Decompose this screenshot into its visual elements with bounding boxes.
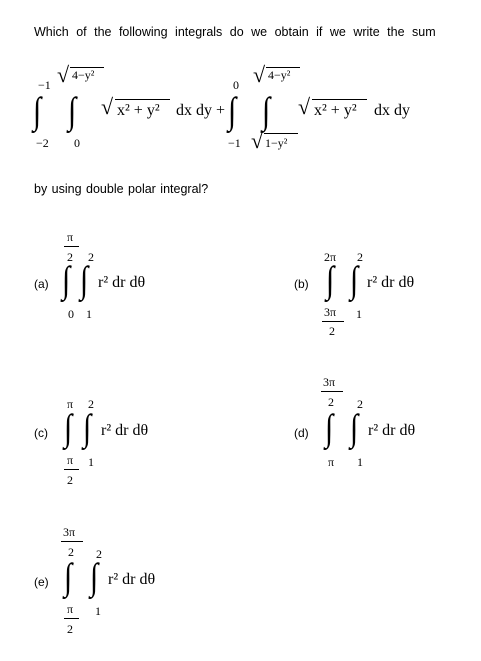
sqrt-sign: √: [298, 94, 311, 119]
term2-differential: dx dy: [374, 102, 410, 119]
outer-lower-numerator: π: [67, 453, 74, 467]
outer-lower-denominator: 2: [329, 324, 335, 338]
term1-outer-upper: −1: [38, 78, 51, 92]
outer-upper-limit: 2π: [324, 250, 337, 264]
option-label: (a): [34, 277, 49, 291]
integral-sign: ∫: [80, 259, 89, 301]
inner-upper-limit: 2: [357, 250, 363, 264]
integral-sign: ∫: [62, 259, 71, 301]
integral-sign: ∫: [33, 90, 42, 132]
outer-lower-limit: 0: [68, 307, 74, 321]
integral-sign: ∫: [64, 407, 73, 449]
inner-lower-limit: 1: [88, 455, 94, 469]
option-label: (e): [34, 575, 49, 589]
integral-sign: ∫: [262, 90, 271, 132]
outer-lower-numerator: 3π: [324, 305, 337, 319]
sqrt-sign: √: [57, 62, 70, 87]
outer-upper-numerator: 3π: [63, 525, 76, 539]
integrand: r² dr dθ: [108, 571, 156, 588]
term1-inner-lower: 0: [74, 136, 80, 150]
outer-upper-denominator: 2: [328, 395, 334, 409]
integral-sign: ∫: [228, 90, 237, 132]
outer-upper-numerator: π: [67, 230, 74, 244]
integral-sign: ∫: [350, 407, 359, 449]
term2-integrand: x² + y²: [314, 102, 357, 119]
term2-inner-lower: 1−y²: [265, 136, 288, 150]
outer-lower-numerator: π: [67, 602, 74, 616]
term2-inner-upper: 4−y²: [268, 68, 291, 82]
question-line-1: Which of the following integrals do we obtain if we write the sum: [34, 25, 436, 39]
outer-lower-denominator: 2: [67, 473, 73, 487]
integral-sign: ∫: [326, 259, 335, 301]
integrand: r² dr dθ: [101, 422, 149, 439]
integral-sign: ∫: [68, 90, 77, 132]
term2-outer-lower: −1: [228, 136, 241, 150]
inner-lower-limit: 1: [86, 307, 92, 321]
term2-outer-upper: 0: [233, 78, 239, 92]
integral-sign: ∫: [64, 556, 73, 598]
integrand: r² dr dθ: [98, 274, 146, 291]
option-label: (b): [294, 277, 309, 291]
option-label: (c): [34, 426, 48, 440]
inner-lower-limit: 1: [357, 455, 363, 469]
outer-lower-denominator: 2: [67, 622, 73, 636]
inner-upper-limit: 2: [357, 397, 363, 411]
term1-outer-lower: −2: [36, 136, 49, 150]
integral-sign: ∫: [325, 407, 334, 449]
integral-sign: ∫: [350, 259, 359, 301]
inner-upper-limit: 2: [96, 547, 102, 561]
sqrt-sign: √: [101, 94, 114, 119]
term1-integrand: x² + y²: [117, 102, 160, 119]
term1-inner-upper: 4−y²: [72, 68, 95, 82]
outer-upper-numerator: 3π: [323, 375, 336, 389]
question-line-2: by using double polar integral?: [34, 182, 209, 196]
option-label: (d): [294, 426, 309, 440]
sqrt-sign: √: [253, 62, 266, 87]
inner-lower-limit: 1: [356, 307, 362, 321]
inner-lower-limit: 1: [95, 604, 101, 618]
outer-upper-limit: π: [67, 397, 74, 411]
integrand: r² dr dθ: [367, 274, 415, 291]
integral-sign: ∫: [90, 556, 99, 598]
inner-upper-limit: 2: [88, 250, 94, 264]
term1-differential: dx dy +: [176, 102, 226, 119]
integrand: r² dr dθ: [368, 422, 416, 439]
sqrt-sign: √: [251, 128, 264, 153]
outer-upper-denominator: 2: [68, 545, 74, 559]
inner-upper-limit: 2: [88, 397, 94, 411]
outer-lower-limit: π: [328, 455, 335, 469]
outer-upper-denominator: 2: [67, 250, 73, 264]
integral-sign: ∫: [83, 407, 92, 449]
